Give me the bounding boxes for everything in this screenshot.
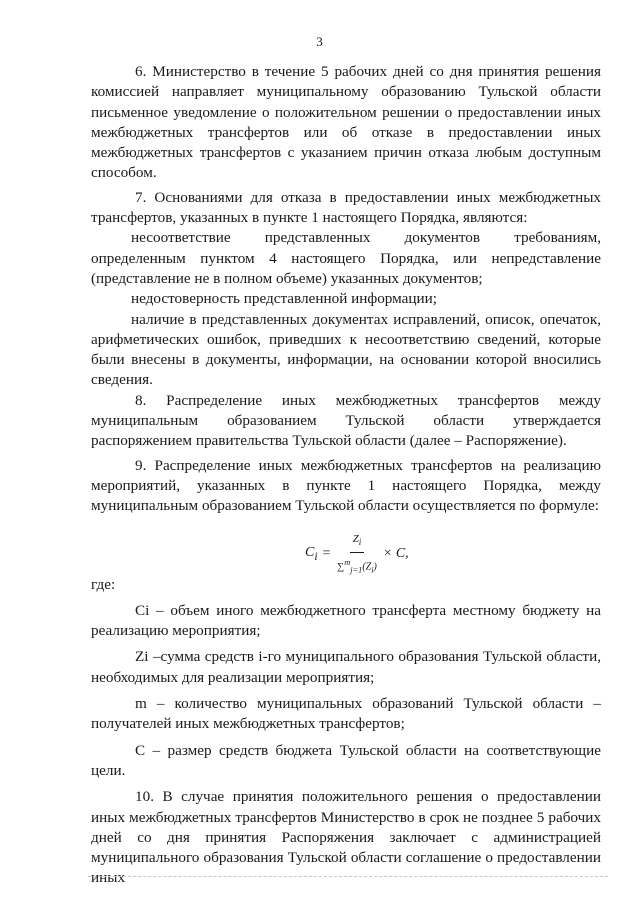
definition-zi: Zi –сумма средств i-го муниципального образования Тульской области, необходимых для реализации мероприятия; [91, 648, 601, 686]
formula-lhs: $C_i$ [305, 544, 318, 563]
paragraph-7-item-2: недостоверность представленной информации; [131, 290, 438, 308]
formula-equals: = [321, 546, 332, 562]
paragraph-9: 9. Распределение иных межбюджетных трансфертов на реализацию мероприятий, указанных в пункте 1 настоящего Порядка, между муниципальным образованием Тульской области осуществляется по формуле: [91, 456, 601, 515]
definition-m: m – количество муниципальных образований Тульской области – получателей иных межбюджетных трансфертов; [91, 695, 601, 733]
footer-divider [88, 876, 608, 877]
paragraph-7-item-1: несоответствие представленных документов требованиям, определенным пунктом 4 настоящего Порядка, или непредставление (представление не в полном объеме) указанных документов; [91, 229, 601, 287]
document-body [91, 62, 601, 889]
formula-fraction [335, 529, 379, 581]
page-number: 3 [316, 34, 323, 49]
formula-times: × C, [382, 546, 409, 562]
formula-numerator: $Z_i$ [350, 529, 365, 553]
paragraph-10: 10. В случае принятия положительного решения о предоставлении иных межбюджетных трансфертов Министерство в срок не позднее 5 рабочих дней со дня принятия Распоряжения заключает с администрацией муниципального образования Тульской области соглашение о предоставлении иных [91, 788, 601, 887]
formula-denominator: $\sum^m_{j=1}(Z_i)$ [337, 558, 377, 575]
distribution-formula [91, 517, 601, 575]
paragraph-7-item-3: наличие в представленных документах исправлений, описок, опечаток, арифметических ошибок, приведших к несоответствию сведений, которые были внесены в документы, информации, на основании которой вносились сведения. [91, 310, 601, 389]
definition-ci: Ci – объем иного межбюджетного трансферта местному бюджету на реализацию мероприятия; [91, 601, 601, 640]
definition-c: C – размер средств бюджета Тульской области на соответствующие цели. [91, 741, 601, 779]
paragraph-8: 8. Распределение иных межбюджетных трансфертов между муниципальным образованием Тульской области утверждается распоряжением правительства Тульской области (далее – Распоряжение). [91, 391, 601, 450]
where-label: где: [91, 575, 116, 593]
paragraph-6: 6. Министерство в течение 5 рабочих дней со дня принятия решения комиссией направляет муниципальному образованию Тульской области письменное уведомление о положительном решении о предоставлении иных межбюджетных трансфертов или об отказе в предоставлении иных межбюджетных трансфертов с указанием причин отказа любым доступным способом. [91, 63, 601, 182]
paragraph-7: 7. Основаниями для отказа в предоставлении иных межбюджетных трансфертов, указанных в пункте 1 настоящего Порядка, являются: [91, 188, 601, 227]
